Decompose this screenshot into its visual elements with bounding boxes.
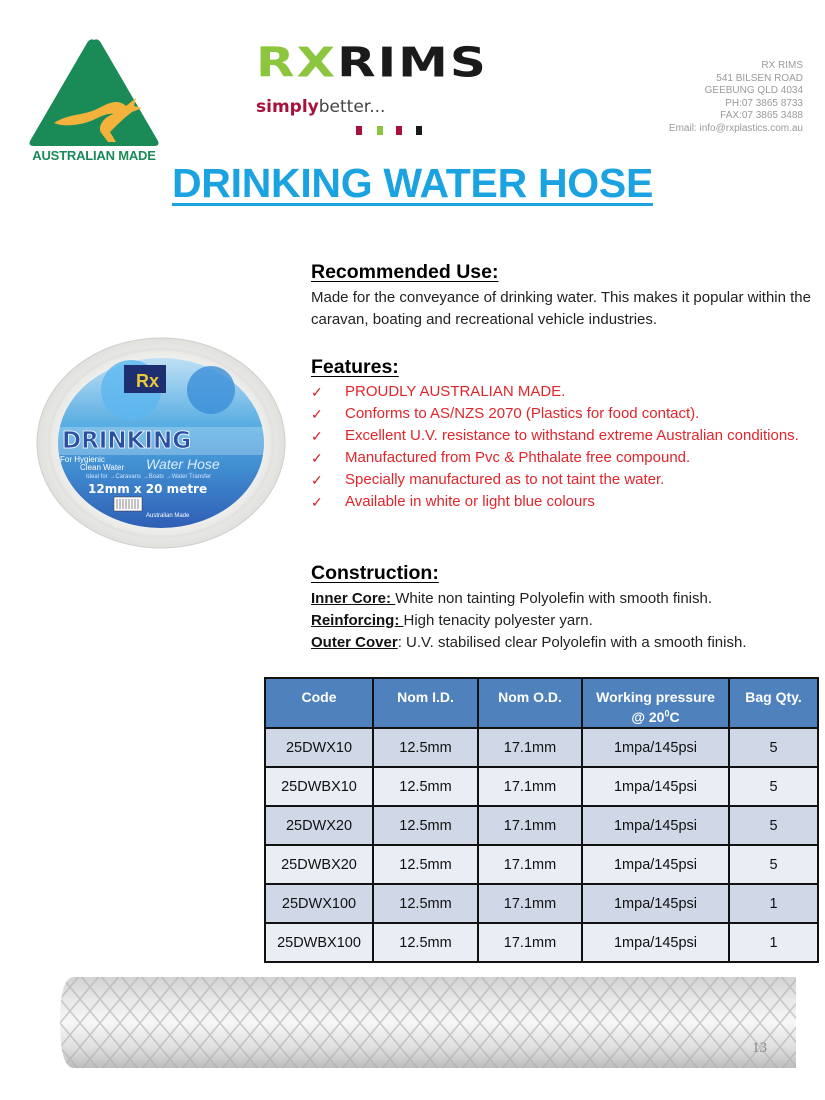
cell-code: 25DWX100: [265, 884, 373, 923]
table-body: [265, 728, 818, 962]
feature-item: [311, 491, 811, 513]
header-pressure-line2b: C: [669, 709, 680, 725]
header-code: Code: [265, 678, 373, 728]
braided-hose-image: [60, 975, 796, 1070]
logo-square-green: [377, 126, 383, 135]
construction-row-inner-core: [311, 588, 821, 610]
features-list: [311, 381, 811, 513]
cell-bag-qty: 1: [729, 884, 818, 923]
construction-heading: Construction:: [311, 562, 439, 584]
package-brand: Rx: [136, 371, 160, 391]
logo-square-crimson: [356, 126, 362, 135]
address-line: GEEBUNG QLD 4034: [704, 85, 803, 96]
address-line: FAX:07 3865 3488: [720, 110, 803, 121]
recommended-use-text: Made for the conveyance of drinking water. This makes it popular within the caravan, boating and recreational vehicle industries.: [311, 289, 811, 328]
cell-code: 25DWX20: [265, 806, 373, 845]
hose-coil-illustration: [36, 335, 286, 550]
rxrims-wordmark: [256, 38, 488, 87]
tagline-rest: better...: [318, 97, 386, 117]
feature-text: Conforms to AS/NZS 2070 (Plastics for food contact).: [345, 405, 700, 422]
header-working-pressure: [582, 678, 729, 728]
check-mark-icon: ✓: [311, 450, 323, 466]
logo-square-dark: [416, 126, 422, 135]
construction-row-outer-cover: [311, 632, 821, 654]
cell-working-pressure: 1mpa/145psi: [582, 884, 729, 923]
header-pressure-line2a: @ 20: [631, 709, 665, 725]
feature-item: [311, 447, 811, 469]
hose-illustration: [60, 975, 796, 1070]
rxrims-wordmark-rims: RIMS: [337, 38, 488, 87]
rxrims-wordmark-rx: RX: [256, 38, 338, 87]
cell-nom-id: 12.5mm: [373, 767, 478, 806]
australian-made-logo: [24, 38, 164, 163]
cell-nom-od: 17.1mm: [478, 767, 582, 806]
construction-text: High tenacity polyester yarn.: [403, 612, 593, 629]
check-mark-icon: ✓: [311, 472, 323, 488]
package-subhead: Water Hose: [146, 456, 220, 472]
cell-working-pressure: 1mpa/145psi: [582, 806, 729, 845]
cell-nom-od: 17.1mm: [478, 806, 582, 845]
address-line: PH:07 3865 8733: [725, 97, 803, 109]
company-address: [669, 60, 803, 135]
page-title-container: [0, 160, 825, 207]
header-pressure-line1: Working pressure: [596, 689, 715, 705]
cell-code: 25DWBX10: [265, 767, 373, 806]
feature-text: PROUDLY AUSTRALIAN MADE.: [345, 383, 566, 400]
feature-text: Specially manufactured as to not taint the water.: [345, 471, 665, 488]
cell-bag-qty: 1: [729, 923, 818, 962]
rxrims-logo: [256, 38, 546, 142]
feature-text: Manufactured from Pvc & Phthalate free compound.: [345, 449, 691, 466]
construction-label: Inner Core:: [311, 590, 396, 607]
tagline-bold: simply: [256, 97, 319, 117]
table-row: [265, 806, 818, 845]
cell-nom-id: 12.5mm: [373, 845, 478, 884]
cell-nom-id: 12.5mm: [373, 806, 478, 845]
cell-code: 25DWX10: [265, 728, 373, 767]
table-row: [265, 845, 818, 884]
feature-text: Excellent U.V. resistance to withstand extreme Australian conditions.: [345, 427, 799, 444]
features-heading: Features:: [311, 356, 399, 378]
cell-working-pressure: 1mpa/145psi: [582, 923, 729, 962]
cell-nom-od: 17.1mm: [478, 923, 582, 962]
feature-item: [311, 381, 811, 403]
package-tag1: For Hygienic: [60, 455, 105, 464]
australian-made-label: AUSTRALIAN MADE: [32, 148, 156, 163]
cell-nom-id: 12.5mm: [373, 728, 478, 767]
cell-nom-id: 12.5mm: [373, 884, 478, 923]
package-headline: DRINKING: [62, 428, 192, 454]
kangaroo-triangle-icon: [24, 38, 164, 148]
package-size: 12mm x 20 metre: [88, 482, 208, 496]
check-mark-icon: ✓: [311, 406, 323, 422]
address-line: 541 BILSEN ROAD: [716, 72, 803, 84]
cell-bag-qty: 5: [729, 767, 818, 806]
logo-square-crimson-2: [396, 126, 402, 135]
page-number: 13: [752, 1040, 767, 1056]
page-title: DRINKING WATER HOSE: [172, 160, 653, 206]
cell-working-pressure: 1mpa/145psi: [582, 767, 729, 806]
cell-nom-od: 17.1mm: [478, 845, 582, 884]
cell-bag-qty: 5: [729, 728, 818, 767]
construction-label: Outer Cover: [311, 634, 398, 651]
check-mark-icon: ✓: [311, 384, 323, 400]
feature-item: [311, 469, 811, 491]
construction-text: White non tainting Polyolefin with smooth finish.: [395, 590, 713, 607]
cell-nom-id: 12.5mm: [373, 923, 478, 962]
table-row: [265, 923, 818, 962]
cell-bag-qty: 5: [729, 806, 818, 845]
construction-text: : U.V. stabilised clear Polyolefin with a smooth finish.: [397, 634, 747, 651]
table-row: [265, 884, 818, 923]
feature-text: Available in white or light blue colours: [345, 493, 595, 510]
product-package-image: [36, 335, 286, 550]
cell-nom-od: 17.1mm: [478, 884, 582, 923]
cell-working-pressure: 1mpa/145psi: [582, 728, 729, 767]
construction-label: Reinforcing:: [311, 612, 404, 629]
address-line: RX RIMS: [761, 60, 803, 71]
construction-row-reinforcing: [311, 610, 821, 632]
header-bag-qty: Bag Qty.: [729, 678, 818, 728]
rxrims-tagline: [256, 97, 385, 117]
address-email[interactable]: Email: info@rxplastics.com.au: [668, 122, 803, 134]
package-tag2: Clean Water: [80, 463, 125, 472]
construction-details: [311, 588, 821, 654]
feature-item: [311, 403, 811, 425]
cell-nom-od: 17.1mm: [478, 728, 582, 767]
package-ideal: Ideal for →Caravans →Boats →Water Transfer: [86, 474, 212, 480]
table-header-row: [265, 678, 818, 728]
check-mark-icon: ✓: [311, 428, 323, 444]
package-made: Australian Made: [146, 513, 190, 519]
header-nom-id: Nom I.D.: [373, 678, 478, 728]
cell-bag-qty: 5: [729, 845, 818, 884]
header-pressure-sup: 0: [664, 708, 670, 719]
header-nom-od: Nom O.D.: [478, 678, 582, 728]
cell-code: 25DWBX20: [265, 845, 373, 884]
spec-table: [264, 677, 819, 963]
cell-working-pressure: 1mpa/145psi: [582, 845, 729, 884]
recommended-use-heading: Recommended Use:: [311, 261, 499, 283]
check-mark-icon: ✓: [311, 494, 323, 510]
table-row: [265, 728, 818, 767]
cell-code: 25DWBX100: [265, 923, 373, 962]
table-row: [265, 767, 818, 806]
feature-item: [311, 425, 811, 447]
